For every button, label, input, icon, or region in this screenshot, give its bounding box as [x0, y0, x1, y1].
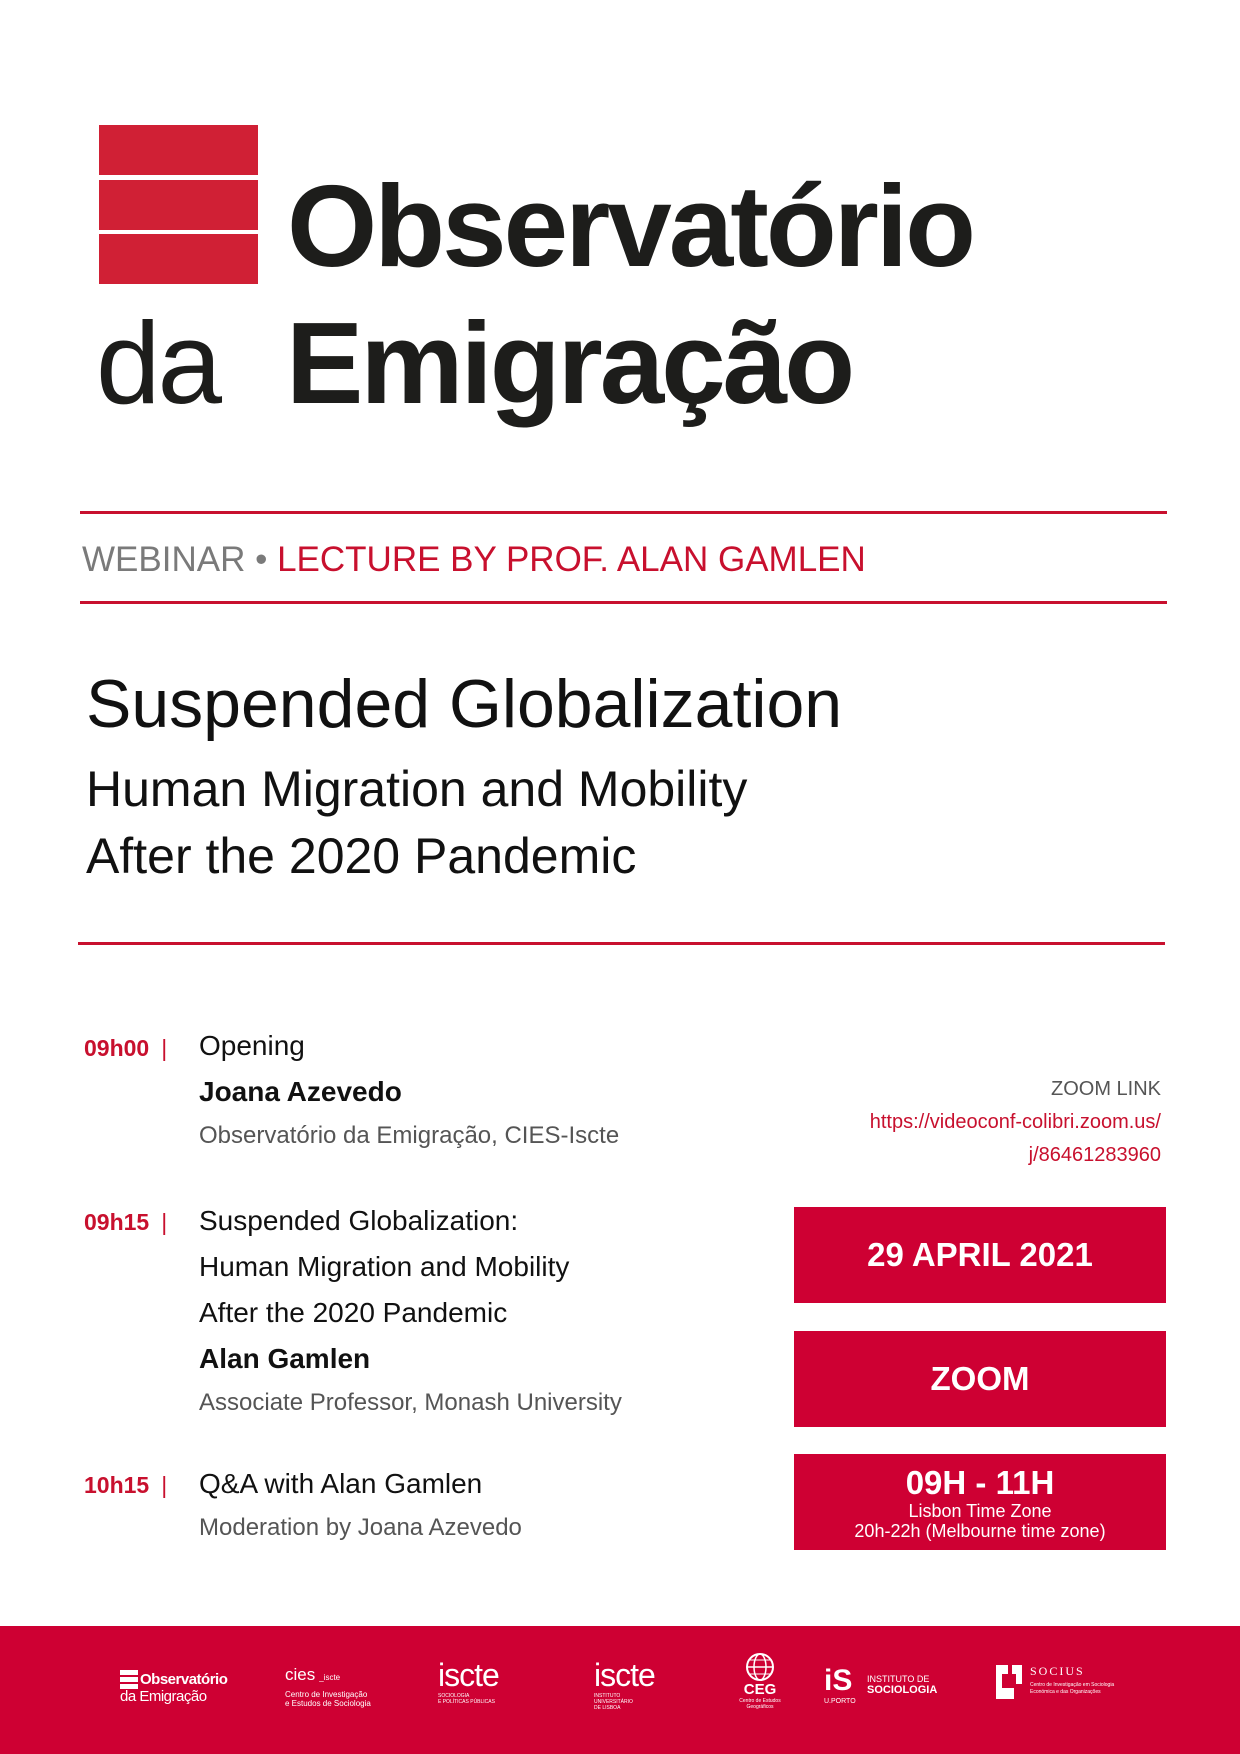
event-tagline — [82, 540, 866, 580]
logo-bar — [99, 234, 258, 284]
time-label: 09h15 — [84, 1209, 150, 1235]
partner-text: U.PORTO — [824, 1698, 856, 1705]
zoom-link-url[interactable] — [870, 1106, 1161, 1172]
time-separator: | — [161, 1472, 168, 1498]
program-affiliation: Observatório da Emigração, CIES-Iscte — [199, 1122, 620, 1149]
partner-text: SOCIOLOGIA — [867, 1684, 938, 1696]
zoom-link-block — [870, 1073, 1161, 1172]
program-item — [199, 1205, 622, 1417]
zoom-url-line1[interactable]: https://videoconf-colibri.zoom.us/ — [869, 1111, 1161, 1133]
partner-text: E POLÍTICAS PÚBLICAS — [438, 1699, 495, 1705]
program-speaker: Joana Azevedo — [199, 1076, 402, 1107]
program-time — [84, 1209, 167, 1236]
partner-text: iscte — [438, 1657, 499, 1693]
program-time — [84, 1472, 167, 1499]
divider — [80, 601, 1167, 604]
partner-logo-iscte-iul — [594, 1657, 655, 1711]
logo-title-line1: Observatório — [287, 161, 973, 291]
globe-icon — [745, 1652, 775, 1682]
logo-bar — [120, 1670, 138, 1675]
logo-bar — [99, 125, 258, 175]
partner-text: Centro de Investigação — [285, 1690, 368, 1699]
time-label: 09h00 — [84, 1035, 150, 1061]
partner-text: e Estudos de Sociologia — [285, 1699, 371, 1708]
partner-text: Geográficos — [746, 1704, 774, 1710]
tag-bullet: • — [255, 540, 268, 579]
partner-text: Observatório — [140, 1671, 228, 1688]
tag-lecture: LECTURE BY PROF. ALAN GAMLEN — [277, 540, 866, 579]
timezone-lisbon: Lisbon Time Zone — [908, 1501, 1052, 1521]
program-affiliation: Moderation by Joana Azevedo — [199, 1514, 522, 1541]
logo-bar — [99, 180, 258, 230]
zoom-url-line2[interactable]: j/86461283960 — [1028, 1144, 1161, 1166]
logo-title-da: da — [96, 298, 220, 428]
date-box — [794, 1207, 1166, 1303]
logo-title-line2: Emigração — [286, 298, 853, 428]
program-affiliation: Associate Professor, Monash University — [199, 1389, 622, 1416]
program-item — [199, 1468, 522, 1542]
program-line: Opening — [199, 1030, 305, 1061]
time-label: 10h15 — [84, 1472, 150, 1498]
partner-text: Centro de Estudos — [739, 1698, 781, 1704]
program-line: Suspended Globalization: — [199, 1205, 519, 1236]
partner-text: iS — [824, 1664, 853, 1697]
program-item — [199, 1030, 619, 1150]
partner-text: INSTITUTO — [594, 1693, 621, 1699]
logo-bar — [120, 1677, 138, 1682]
partner-text: Centro de Investigação em Sociologia — [1030, 1682, 1115, 1688]
partner-text: iscte — [594, 1657, 655, 1693]
program-speaker: Alan Gamlen — [199, 1343, 371, 1374]
program-time — [84, 1035, 167, 1062]
footer-partner-logos — [0, 1626, 1240, 1754]
partner-text: INSTITUTO DE — [867, 1674, 930, 1684]
zoom-link-label: ZOOM LINK — [1050, 1078, 1161, 1100]
partner-text: cies — [285, 1665, 316, 1684]
partner-logo-iscte-sociologia — [438, 1657, 499, 1705]
partner-text: UNIVERSITÁRIO — [594, 1699, 633, 1705]
time-box — [794, 1454, 1166, 1550]
platform-box — [794, 1331, 1166, 1427]
partner-text: _iscte — [319, 1673, 341, 1682]
timezone-melbourne: 20h-22h (Melbourne time zone) — [854, 1521, 1106, 1541]
program-line: After the 2020 Pandemic — [199, 1297, 508, 1328]
partner-logo-ceg — [732, 1652, 788, 1710]
page-subtitle-line1: Human Migration and Mobility — [86, 761, 748, 817]
partner-text: SOCIUS — [1030, 1664, 1085, 1678]
divider — [80, 511, 1167, 514]
partner-text: SOCIOLOGIA — [438, 1693, 470, 1699]
page-subtitle-line2: After the 2020 Pandemic — [86, 828, 637, 884]
partner-text: da Emigração — [120, 1688, 207, 1705]
event-hours: 09H - 11H — [905, 1464, 1055, 1501]
divider — [78, 942, 1165, 945]
time-separator: | — [161, 1209, 168, 1235]
program-line: Q&A with Alan Gamlen — [199, 1468, 483, 1499]
partner-text: CEG — [743, 1681, 777, 1698]
time-separator: | — [161, 1035, 168, 1061]
event-platform: ZOOM — [930, 1360, 1030, 1397]
program-line: Human Migration and Mobility — [199, 1251, 570, 1282]
tag-webinar: WEBINAR — [82, 540, 246, 579]
partner-text: DE LISBOA — [594, 1705, 621, 1711]
socius-mark-icon — [988, 1662, 1026, 1702]
partner-logo-cies — [285, 1666, 371, 1708]
page-title: Suspended Globalization — [86, 666, 843, 742]
event-date: 29 APRIL 2021 — [867, 1236, 1093, 1273]
partner-text: Económica e das Organizações — [1030, 1689, 1101, 1695]
